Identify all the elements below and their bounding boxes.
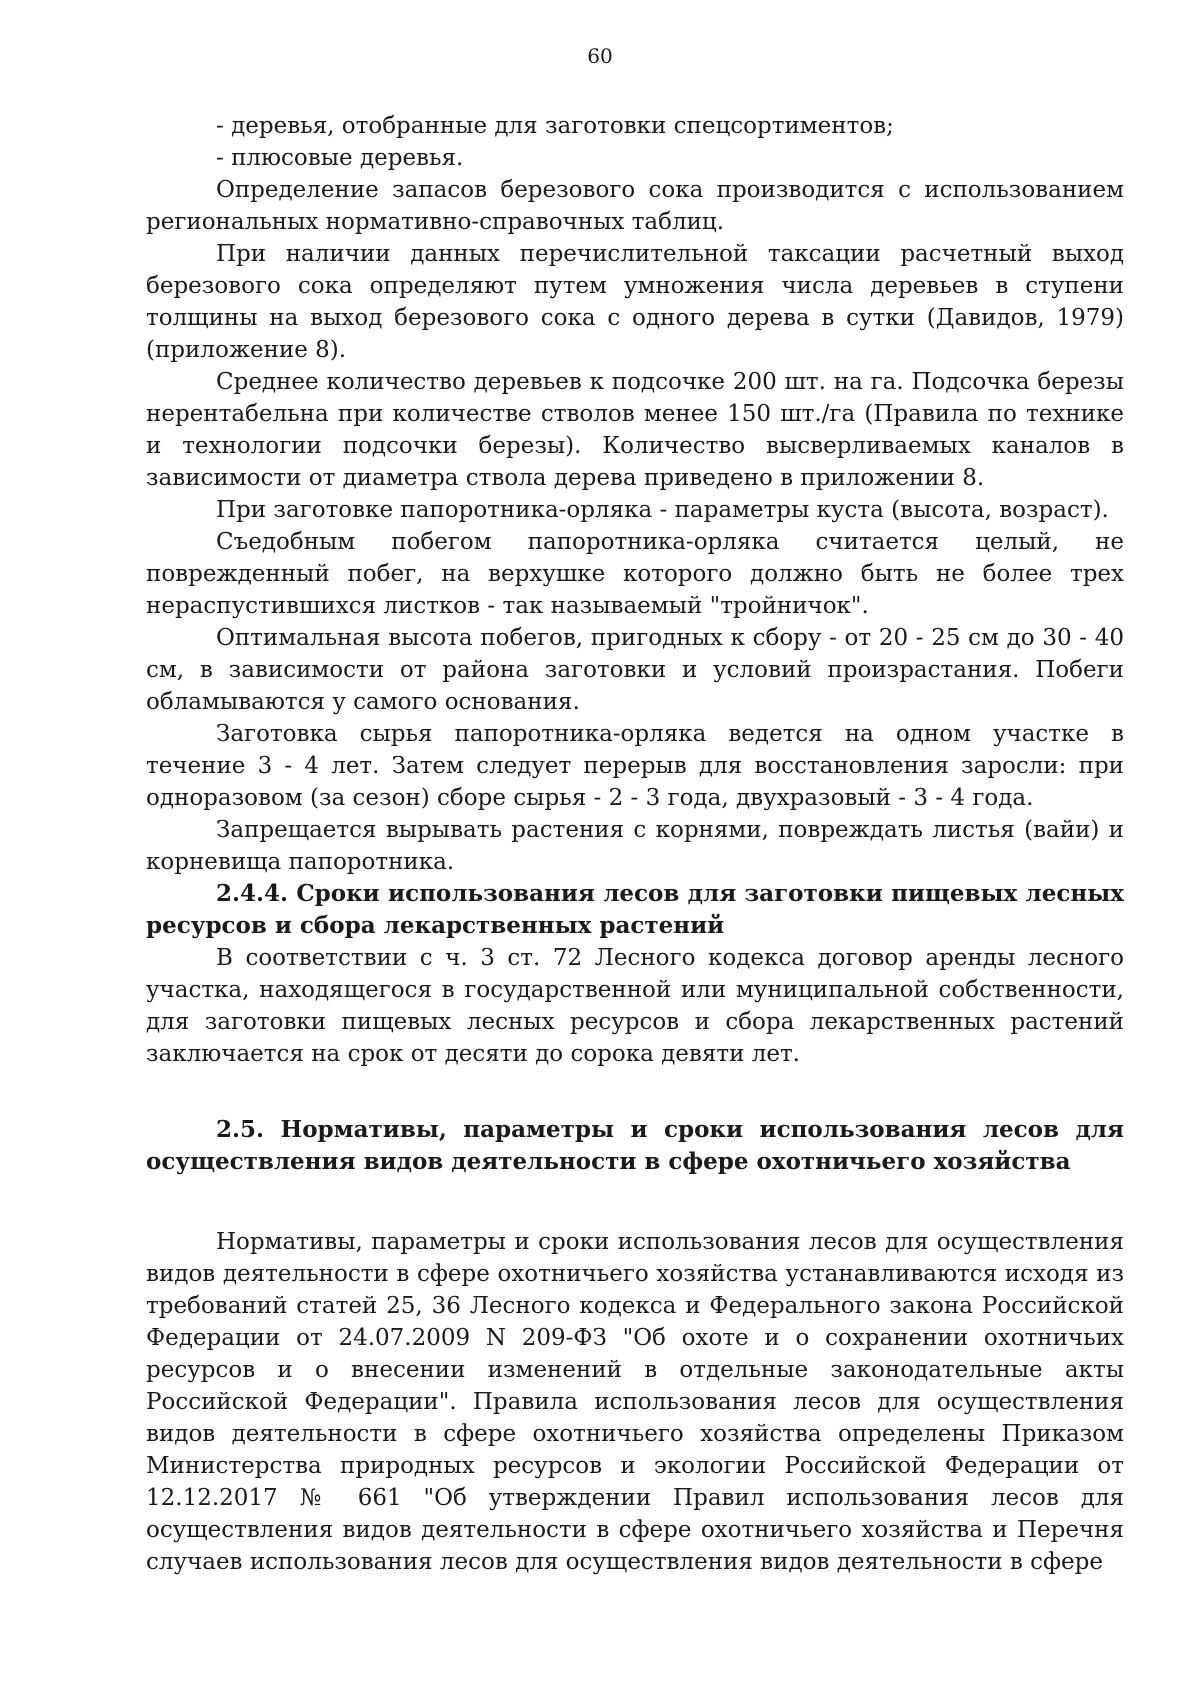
paragraph-list-item-2: - плюсовые деревья. — [216, 145, 464, 171]
paragraph-birch-sap-reserves: Определение запасов березового сока производится с использованием региональных нормативно-справочных таблиц. — [146, 177, 1124, 235]
paragraph-tapping-density: Среднее количество деревьев к подсочке 200 шт. на га. Подсочка березы нерентабельна при количестве стволов менее 150 шт./га (Правила по технике и технологии подсочки березы). Количество высверливаемых каналов в зависимости от диаметра ствола дерева приведено в приложении 8. — [146, 369, 1124, 491]
paragraph-hunting-regulation: Нормативы, параметры и сроки использования лесов для осуществления видов деятельности в сфере охотничьего хозяйства устанавливаются исходя из требований статей 25, 36 Лесного кодекса и Федерального закона Российской Федерации от 24.07.2009 N 209-ФЗ "Об охоте и о сохранении охотничьих ресурсов и о внесении изменений в отдельные законодательные акты Российской Федерации". Правила использования лесов для осуществления видов деятельности в сфере охотничьего хозяйства определены Приказом Министерства природных ресурсов и экологии Российской Федерации от 12.12.2017 № 661 "Об утверждении Правил использования лесов для осуществления видов деятельности в сфере охотничьего хозяйства и Перечня случаев использования лесов для осуществления видов деятельности в сфере — [146, 1229, 1124, 1575]
page-body — [146, 110, 1124, 1578]
paragraph-list-item-1: - деревья, отобранные для заготовки спецсортиментов; — [216, 113, 894, 139]
page-number: 60 — [587, 44, 613, 68]
paragraph-birch-sap-yield: При наличии данных перечислительной таксации расчетный выход березового сока определяют путем умножения числа деревьев в ступени толщины на выход березового сока с одного дерева в сутки (Давидов, 1979) (приложение 8). — [146, 241, 1124, 363]
paragraph-harvest-cycle: Заготовка сырья папоротника-орляка ведется на одном участке в течение 3 - 4 лет. Затем следует перерыв для восстановления заросли: при одноразовом (за сезон) сборе сырья - 2 - 3 года, двухразовый - 3 - 4 года. — [146, 721, 1124, 811]
paragraph-shoot-height: Оптимальная высота побегов, пригодных к сбору - от 20 - 25 см до 30 - 40 см, в зависимости от района заготовки и условий произрастания. Побеги обламываются у самого основания. — [146, 625, 1124, 715]
section-heading-2-5: 2.5. Нормативы, параметры и сроки использования лесов для осуществления видов деятельности в сфере охотничьего хозяйства — [146, 1116, 1124, 1175]
section-heading-2-4-4: 2.4.4. Сроки использования лесов для заготовки пищевых лесных ресурсов и сбора лекарственных растений — [146, 880, 1124, 939]
paragraph-prohibition: Запрещается вырывать растения с корнями, повреждать листья (вайи) и корневища папоротника. — [146, 817, 1124, 875]
paragraph-fern-parameters: При заготовке папоротника-орляка - параметры куста (высота, возраст). — [216, 497, 1109, 523]
paragraph-edible-shoot: Съедобным побегом папоротника-орляка считается целый, не поврежденный побег, на верхушке которого должно быть не более трех нераспустившихся листков - так называемый "тройничок". — [146, 529, 1124, 619]
paragraph-lease-term: В соответствии с ч. 3 ст. 72 Лесного кодекса договор аренды лесного участка, находящегося в государственной или муниципальной собственности, для заготовки пищевых лесных ресурсов и сбора лекарственных растений заключается на срок от десяти до сорока девяти лет. — [146, 945, 1124, 1067]
